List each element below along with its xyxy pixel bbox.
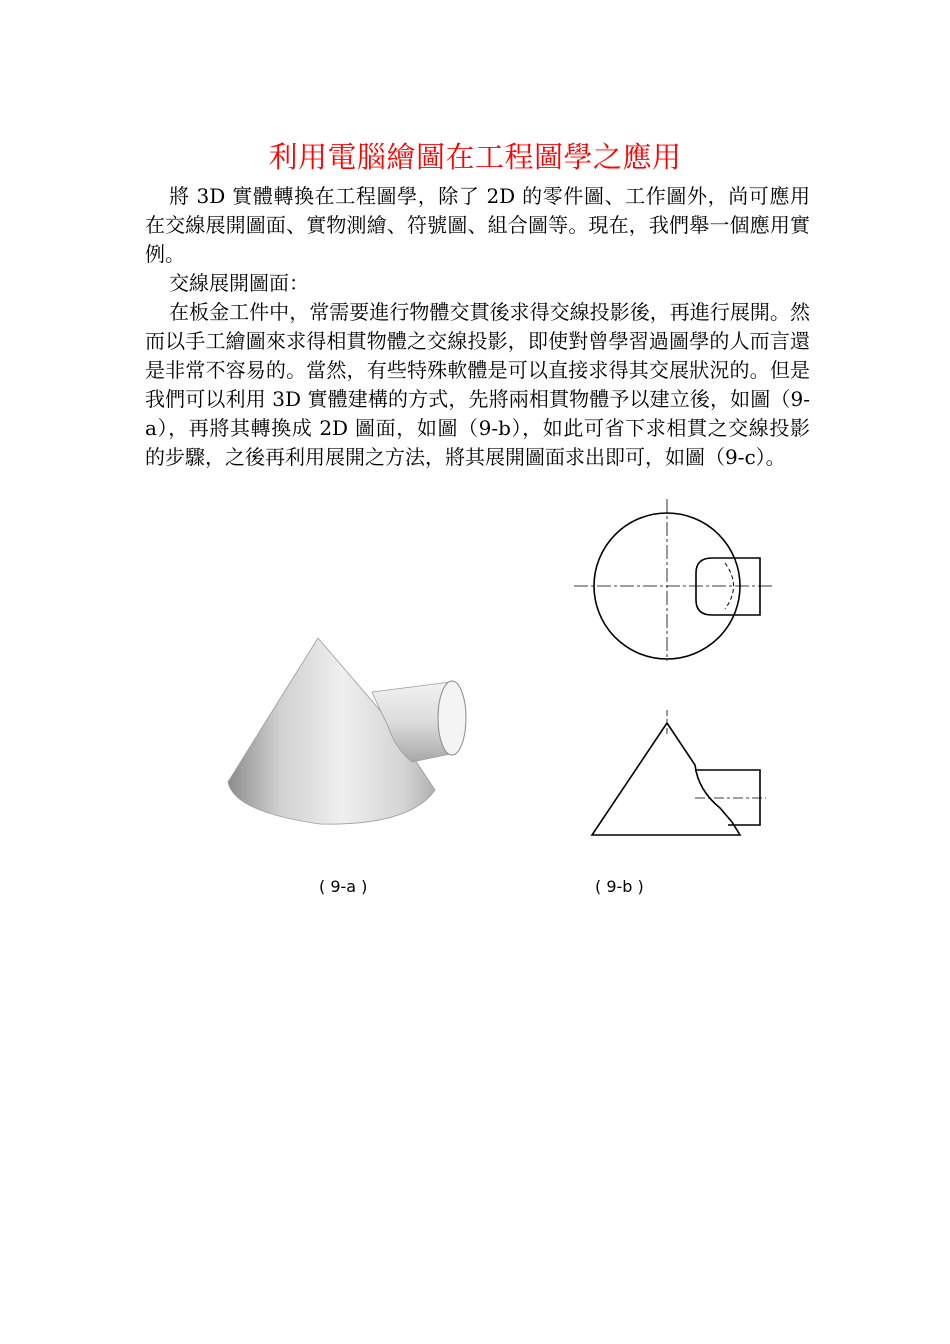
caption-9a: ( 9-a ) — [319, 877, 368, 896]
paragraph-sheet-metal: 在板金工件中，常需要進行物體交貫後求得交線投影後，再進行展開。然而以手工繪圖來求得相貫物體之交線投影，即使對曾學習過圖學的人而言還是非常不容易的。當然，有些特殊軟體是可以直接求得其交展狀況的。但是我們可以利用 3D 實體建構的方式，先將兩相貫物體予以建立後，如圖（9-a），再將其轉換成 2D 圖面，如圖（9-b），如此可省下求相貫之交線投影的步驟，之後再利用展開之方法，將其展開圖面求出即可，如圖（9-c）。 — [145, 300, 810, 469]
figure-9b-orthographic-views — [570, 495, 780, 845]
body-text — [145, 182, 810, 472]
paragraph-intro: 將 3D 實體轉換在工程圖學，除了 2D 的零件圖、工作圖外，尚可應用在交線展開圖面、實物測繪、符號圖、組合圖等。現在，我們舉一個應用實例。 — [145, 184, 810, 266]
section-heading: 交線展開圖面： — [169, 271, 309, 295]
figure-9a-3d-model — [220, 630, 480, 840]
caption-9b: ( 9-b ) — [595, 877, 644, 896]
top-view — [574, 499, 774, 661]
intersection-curve — [667, 723, 732, 822]
cylinder-end-face — [438, 681, 466, 755]
cone-triangle — [592, 723, 740, 835]
front-view — [592, 710, 766, 835]
page-title: 利用電腦繪圖在工程圖學之應用 — [268, 140, 682, 174]
cylinder-top-outline — [696, 558, 760, 615]
